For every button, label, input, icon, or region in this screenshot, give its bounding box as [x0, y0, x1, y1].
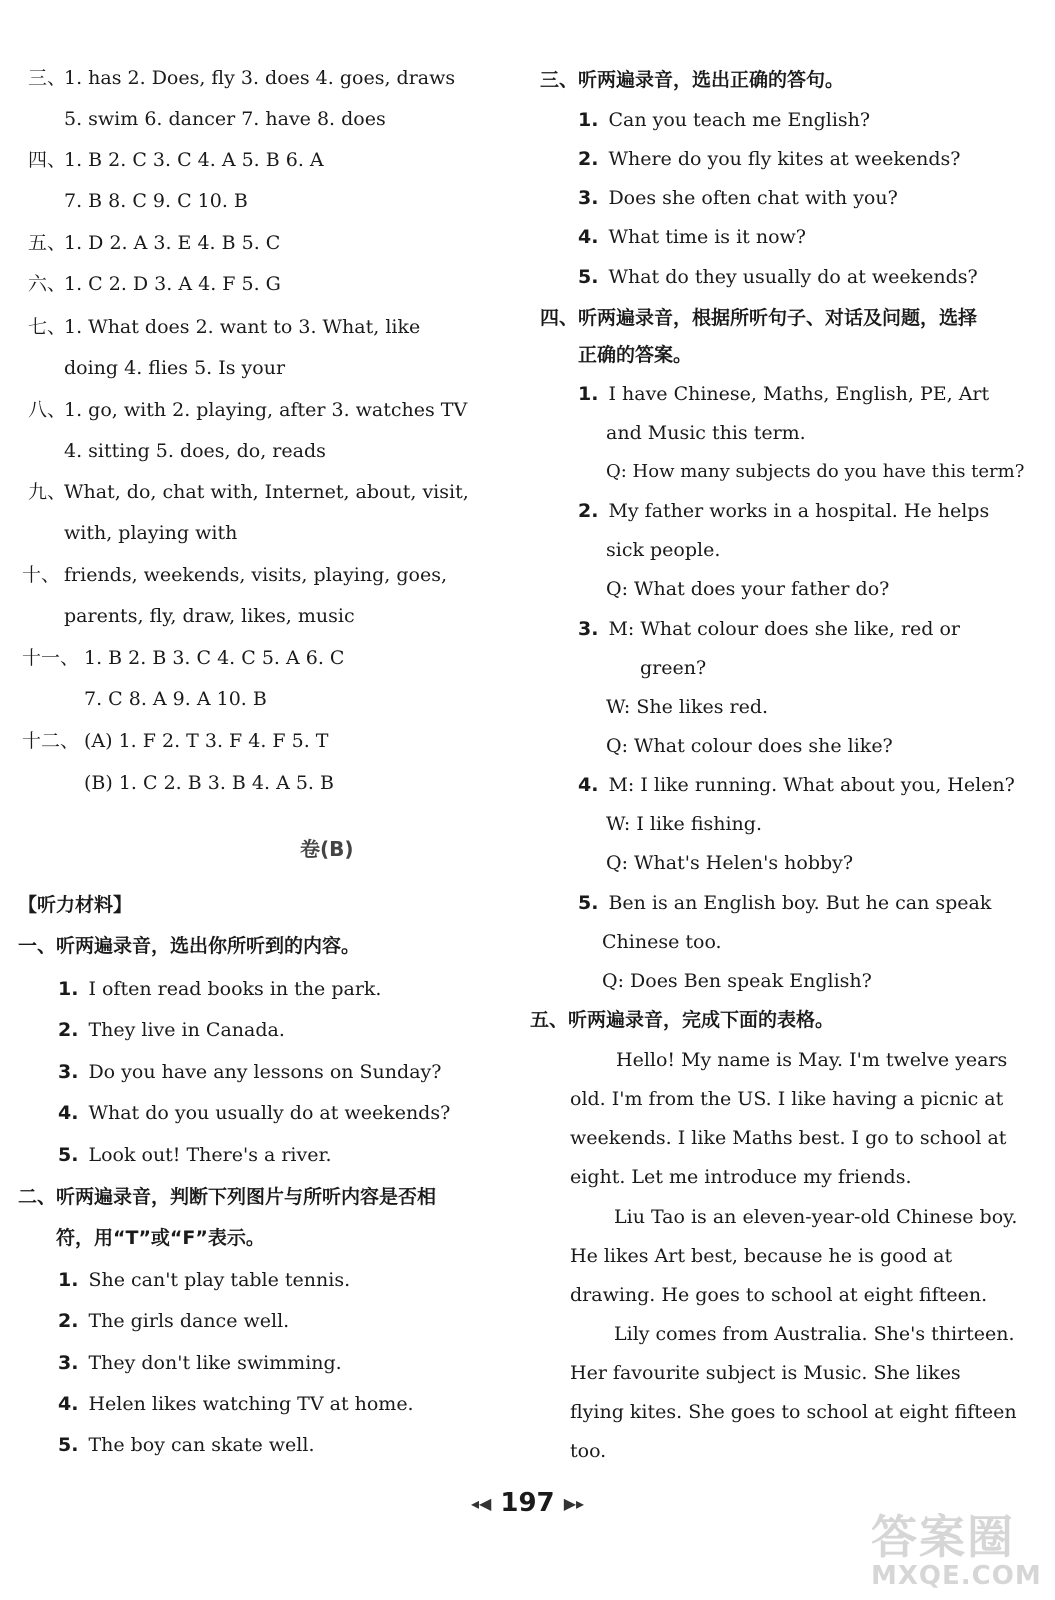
part2-item: 4. Helen likes watching TV at home.	[58, 1393, 414, 1415]
answer-9-line1: What, do, chat with, Internet, about, visit,	[64, 481, 469, 503]
answer-10-line2: parents, fly, draw, likes, music	[64, 605, 355, 627]
part1-item: 5. Look out! There's a river.	[58, 1144, 332, 1166]
part5-line: eight. Let me introduce my friends.	[570, 1166, 912, 1188]
answer-8-line2: 4. sitting 5. does, do, reads	[64, 440, 326, 462]
part2-item: 5. The boy can skate well.	[58, 1434, 315, 1456]
part5-title: 五、听两遍录音，完成下面的表格。	[530, 1009, 835, 1031]
part4-item: 5. Ben is an English boy. But he can speak	[578, 892, 992, 914]
part1-item: 1. I often read books in the park.	[58, 978, 382, 1000]
part4-line: sick people.	[606, 539, 721, 561]
part4-item: 3. M: What colour does she like, red or	[578, 618, 961, 640]
part3-item: 3. Does she often chat with you?	[578, 187, 898, 209]
part5-line: old. I'm from the US. I like having a picnic at	[570, 1088, 1004, 1110]
part4-line: Q: What's Helen's hobby?	[606, 852, 854, 874]
answer-4-label: 四、	[28, 149, 67, 171]
part5-line: He likes Art best, because he is good at	[570, 1245, 953, 1267]
answer-12-line1: (A) 1. F 2. T 3. F 4. F 5. T	[84, 730, 329, 752]
answer-5-label: 五、	[28, 232, 67, 254]
part4-line: Q: Does Ben speak English?	[602, 970, 872, 992]
page-number: 197	[500, 1488, 555, 1518]
next-arrows-icon: ▶▸	[563, 1494, 585, 1513]
section-b-title: 卷(B)	[300, 837, 354, 861]
part4-line: Q: How many subjects do you have this term?	[606, 461, 1025, 482]
part4-line: W: She likes red.	[606, 696, 769, 718]
part4-line: Q: What does your father do?	[606, 578, 890, 600]
answer-7-line2: doing 4. flies 5. Is your	[64, 357, 286, 379]
answer-12-line2: (B) 1. C 2. B 3. B 4. A 5. B	[84, 772, 334, 794]
part2-item: 1. She can't play table tennis.	[58, 1269, 351, 1291]
part4-item: 1. I have Chinese, Maths, English, PE, Art	[578, 383, 990, 405]
answer-7-line1: 1. What does 2. want to 3. What, like	[64, 316, 421, 338]
part3-item: 1. Can you teach me English?	[578, 109, 871, 131]
part4-line: Q: What colour does she like?	[606, 735, 893, 757]
part4-line: and Music this term.	[606, 422, 806, 444]
part4-item: 2. My father works in a hospital. He helps	[578, 500, 990, 522]
part3-title: 三、听两遍录音，选出正确的答句。	[540, 69, 845, 91]
prev-arrows-icon: ◂◀	[470, 1494, 492, 1513]
part4-line: green?	[640, 657, 707, 679]
answer-11-line2: 7. C 8. A 9. A 10. B	[84, 688, 267, 710]
answer-5-line1: 1. D 2. A 3. E 4. B 5. C	[64, 232, 281, 254]
part5-line: Lily comes from Australia. She's thirteen.	[614, 1323, 1015, 1345]
part5-line: Hello! My name is May. I'm twelve years	[616, 1049, 1008, 1071]
part2-item: 3. They don't like swimming.	[58, 1352, 342, 1374]
part4-line: Chinese too.	[602, 931, 722, 953]
answer-4-line2: 7. B 8. C 9. C 10. B	[64, 190, 248, 212]
watermark-text: 答案圈	[871, 1510, 1015, 1564]
answer-4-line1: 1. B 2. C 3. C 4. A 5. B 6. A	[64, 149, 324, 171]
part5-line: Liu Tao is an eleven-year-old Chinese boy.	[614, 1206, 1018, 1228]
listening-heading: 【听力材料】	[18, 894, 133, 916]
answer-6-line1: 1. C 2. D 3. A 4. F 5. G	[64, 273, 281, 295]
part5-line: drawing. He goes to school at eight fifteen.	[570, 1284, 988, 1306]
answer-11-label: 十一、	[22, 647, 80, 669]
part4-line: W: I like fishing.	[606, 813, 762, 835]
watermark-url: MXQE.COM	[871, 1561, 1042, 1591]
answer-3-label: 三、	[28, 67, 67, 89]
part4-title-line1: 四、听两遍录音，根据所听句子、对话及问题，选择	[540, 307, 978, 329]
answer-9-line2: with, playing with	[64, 522, 238, 544]
part5-line: flying kites. She goes to school at eight fifteen	[570, 1401, 1017, 1423]
part4-title-line2: 正确的答案。	[578, 344, 693, 366]
answer-7-label: 七、	[28, 316, 67, 338]
part1-item: 4. What do you usually do at weekends?	[58, 1102, 451, 1124]
answer-10-line1: friends, weekends, visits, playing, goes,	[64, 564, 447, 586]
answer-3-line1: 1. has 2. Does, fly 3. does 4. goes, draws	[64, 67, 456, 89]
part3-item: 2. Where do you fly kites at weekends?	[578, 148, 961, 170]
part4-item: 4. M: I like running. What about you, Helen?	[578, 774, 1015, 796]
answer-3-line2: 5. swim 6. dancer 7. have 8. does	[64, 108, 386, 130]
answer-10-label: 十、	[22, 564, 61, 586]
part5-line: weekends. I like Maths best. I go to school at	[570, 1127, 1007, 1149]
part5-line: Her favourite subject is Music. She likes	[570, 1362, 961, 1384]
answer-8-label: 八、	[28, 399, 67, 421]
answer-8-line1: 1. go, with 2. playing, after 3. watches TV	[64, 399, 468, 421]
part1-item: 2. They live in Canada.	[58, 1019, 285, 1041]
part1-item: 3. Do you have any lessons on Sunday?	[58, 1061, 442, 1083]
part2-title-line1: 二、听两遍录音，判断下列图片与所听内容是否相	[18, 1186, 437, 1208]
part2-title-line2: 符，用“T”或“F”表示。	[56, 1227, 265, 1249]
answer-12-label: 十二、	[22, 730, 80, 752]
answer-11-line1: 1. B 2. B 3. C 4. C 5. A 6. C	[84, 647, 345, 669]
answer-9-label: 九、	[28, 481, 67, 503]
part3-item: 5. What do they usually do at weekends?	[578, 266, 978, 288]
part5-line: too.	[570, 1440, 607, 1462]
answer-6-label: 六、	[28, 273, 67, 295]
part3-item: 4. What time is it now?	[578, 226, 806, 248]
part2-item: 2. The girls dance well.	[58, 1310, 290, 1332]
watermark-logo	[871, 1512, 1041, 1592]
part1-title: 一、听两遍录音，选出你所听到的内容。	[18, 935, 361, 957]
